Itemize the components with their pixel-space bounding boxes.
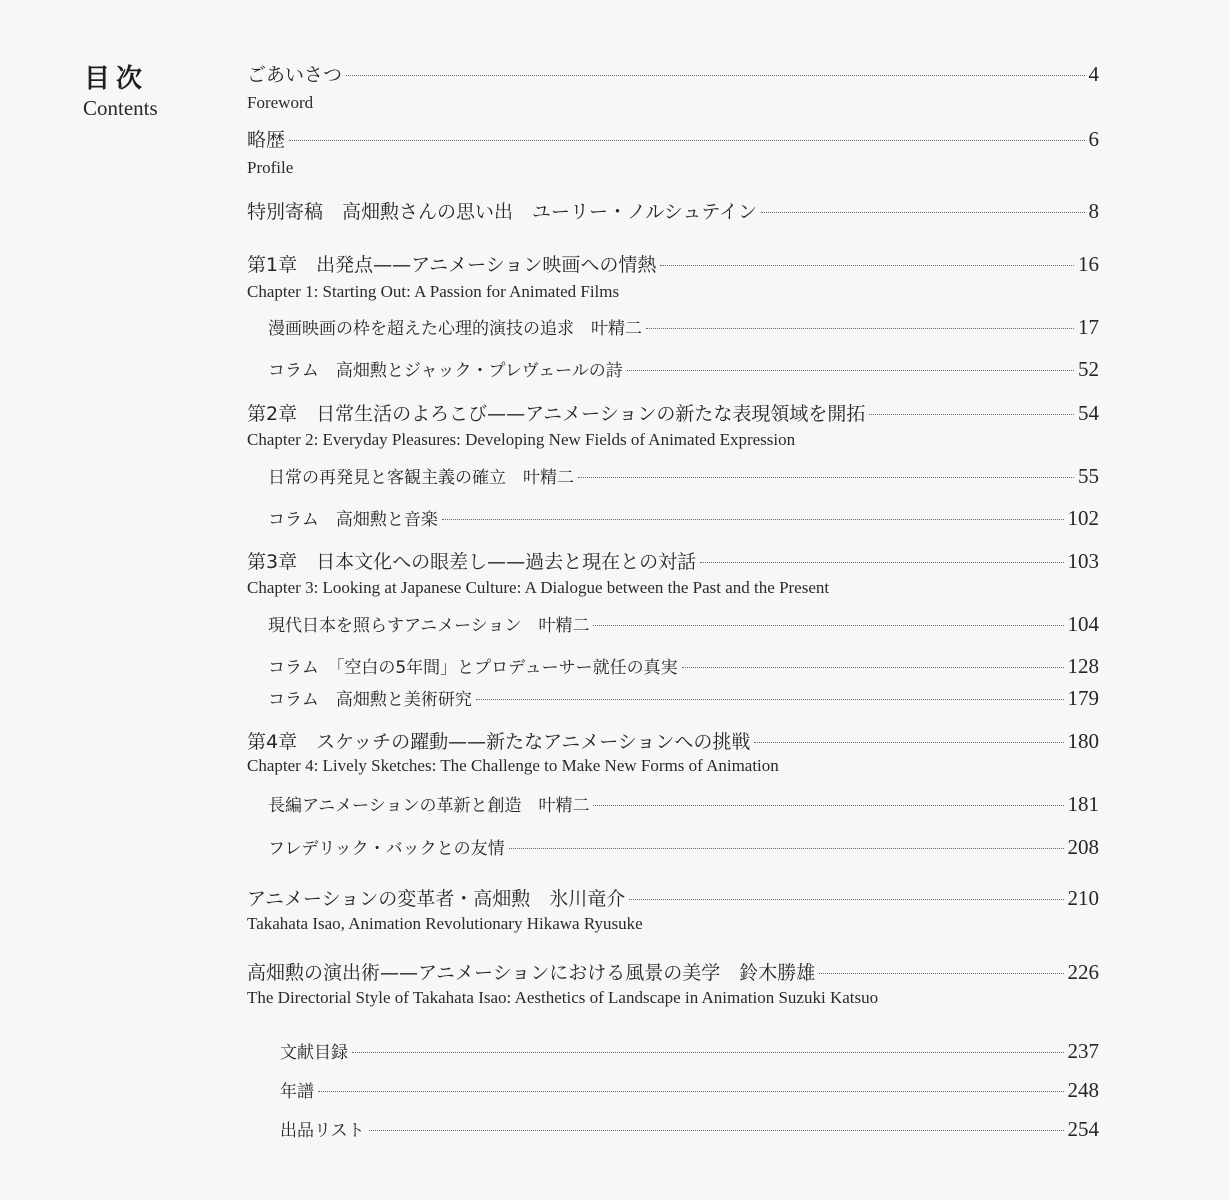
- toc-entry-column[interactable]: [268, 653, 1099, 679]
- dot-leader: [754, 742, 1063, 743]
- dot-leader: [346, 75, 1084, 76]
- toc-page-number: 237: [1067, 1039, 1099, 1063]
- toc-page-number: 52: [1078, 357, 1099, 381]
- toc-entry-title: 略歴: [247, 129, 286, 151]
- toc-entry-title: コラム 高畑勲とジャック・プレヴェールの詩: [268, 361, 623, 381]
- toc-entry-title: 第2章 日常生活のよろこび——アニメーションの新たな表現領域を開拓: [247, 403, 866, 425]
- toc-page-number: 179: [1067, 686, 1099, 710]
- toc-entry-foreword[interactable]: [247, 60, 1099, 87]
- dot-leader: [476, 699, 1064, 700]
- toc-entry-title: 文献目録: [280, 1043, 348, 1063]
- dot-leader: [318, 1091, 1064, 1092]
- toc-page-number: 254: [1067, 1117, 1099, 1141]
- toc-entry-sub[interactable]: [268, 834, 1099, 860]
- toc-page-number: 17: [1078, 315, 1099, 339]
- toc-page-number: 104: [1067, 612, 1099, 636]
- toc-page-number: 54: [1078, 401, 1099, 425]
- toc-entry-column[interactable]: [268, 685, 1099, 711]
- toc-entry-title: コラム 高畑勲と音楽: [268, 510, 438, 530]
- toc-entry-english: Profile: [247, 158, 294, 177]
- contents-heading-jp: 目次: [84, 64, 149, 94]
- contents-heading-en: Contents: [83, 96, 158, 120]
- dot-leader: [352, 1052, 1064, 1053]
- dot-leader: [509, 848, 1064, 849]
- dot-leader: [682, 667, 1064, 668]
- toc-entry-title: フレデリック・バックとの友情: [268, 839, 505, 859]
- toc-entry-chapter-1[interactable]: [247, 250, 1099, 277]
- toc-entry-english: Chapter 2: Everyday Pleasures: Developing New Fields of Animated Expression: [247, 430, 796, 449]
- dot-leader: [289, 140, 1084, 141]
- toc-page-number: 4: [1088, 62, 1099, 86]
- toc-entry-title: 特別寄稿 高畑勲さんの思い出 ユーリー・ノルシュテイン: [247, 201, 758, 223]
- toc-page-number: 128: [1067, 654, 1099, 678]
- toc-entry-profile[interactable]: [247, 125, 1099, 152]
- dot-leader: [442, 519, 1064, 520]
- dot-leader: [660, 265, 1074, 266]
- toc-entry-english: Takahata Isao, Animation Revolutionary Hikawa Ryusuke: [247, 914, 643, 933]
- toc-entry-sub[interactable]: [268, 314, 1099, 340]
- toc-entry-special-contribution[interactable]: [247, 197, 1099, 224]
- toc-page-number: 55: [1078, 464, 1099, 488]
- toc-page-number: 6: [1088, 127, 1099, 151]
- toc-entry-chapter-4[interactable]: [247, 727, 1099, 754]
- toc-entry-english: Chapter 1: Starting Out: A Passion for Animated Films: [247, 282, 620, 301]
- toc-page-number: 103: [1067, 549, 1099, 573]
- toc-page-number: 102: [1067, 506, 1099, 530]
- toc-entry-essay-suzuki[interactable]: [247, 958, 1099, 985]
- dot-leader: [593, 805, 1063, 806]
- toc-entry-title: 出品リスト: [280, 1121, 365, 1141]
- toc-entry-title: 第3章 日本文化への眼差し——過去と現在との対話: [247, 551, 697, 573]
- toc-entry-english: The Directorial Style of Takahata Isao: Aesthetics of Landscape in Animation Suzuki Katsuo: [247, 988, 879, 1007]
- dot-leader: [629, 899, 1063, 900]
- toc-entry-title: コラム 高畑勲と美術研究: [268, 690, 472, 710]
- toc-entry-sub[interactable]: [268, 463, 1099, 489]
- toc-entry-title: 現代日本を照らすアニメーション 叶精二: [268, 616, 590, 636]
- toc-page-number: 226: [1067, 960, 1099, 984]
- toc-entry-essay-hikawa[interactable]: [247, 884, 1099, 911]
- toc-entry-column[interactable]: [268, 356, 1099, 382]
- dot-leader: [869, 414, 1074, 415]
- toc-entry-title: 高畑勲の演出術——アニメーションにおける風景の美学 鈴木勝雄: [247, 962, 816, 984]
- toc-page-number: 248: [1067, 1078, 1099, 1102]
- toc-entry-title: 日常の再発見と客観主義の確立 叶精二: [268, 468, 574, 488]
- toc-page-number: 16: [1078, 252, 1099, 276]
- toc-entry-title: 長編アニメーションの革新と創造 叶精二: [268, 796, 590, 816]
- toc-entry-title: ごあいさつ: [247, 64, 343, 86]
- dot-leader: [369, 1130, 1064, 1131]
- dot-leader: [627, 370, 1074, 371]
- toc-entry-title: 第1章 出発点——アニメーション映画への情熱: [247, 254, 657, 276]
- toc-entry-bibliography[interactable]: [280, 1038, 1099, 1064]
- dot-leader: [578, 477, 1074, 478]
- toc-page-number: 210: [1067, 886, 1099, 910]
- toc-entry-english: Chapter 4: Lively Sketches: The Challenge to Make New Forms of Animation: [247, 756, 779, 775]
- dot-leader: [761, 212, 1084, 213]
- toc-entry-title: コラム 「空白の5年間」とプロデューサー就任の真実: [268, 658, 678, 678]
- toc-entry-sub[interactable]: [268, 791, 1099, 817]
- toc-page-number: 208: [1067, 835, 1099, 859]
- dot-leader: [819, 973, 1063, 974]
- toc-entry-english: Chapter 3: Looking at Japanese Culture: A Dialogue between the Past and the Present: [247, 578, 830, 597]
- toc-entry-column[interactable]: [268, 505, 1099, 531]
- toc-entry-english: Foreword: [247, 93, 314, 112]
- toc-entry-chronology[interactable]: [280, 1077, 1099, 1103]
- toc-entry-title: 漫画映画の枠を超えた心理的演技の追求 叶精二: [268, 319, 642, 339]
- toc-page-number: 181: [1067, 792, 1099, 816]
- toc-entry-chapter-2[interactable]: [247, 399, 1099, 426]
- dot-leader: [646, 328, 1074, 329]
- toc-entry-title: 第4章 スケッチの躍動——新たなアニメーションへの挑戦: [247, 731, 751, 753]
- toc-entry-exhibit-list[interactable]: [280, 1116, 1099, 1142]
- toc-page-number: 180: [1067, 729, 1099, 753]
- toc-page-number: 8: [1088, 199, 1099, 223]
- toc-entry-title: 年譜: [280, 1082, 314, 1102]
- toc-entry-sub[interactable]: [268, 611, 1099, 637]
- toc-entry-title: アニメーションの変革者・高畑勲 氷川竜介: [247, 888, 626, 910]
- dot-leader: [593, 625, 1063, 626]
- toc-entry-chapter-3[interactable]: [247, 547, 1099, 574]
- dot-leader: [700, 562, 1063, 563]
